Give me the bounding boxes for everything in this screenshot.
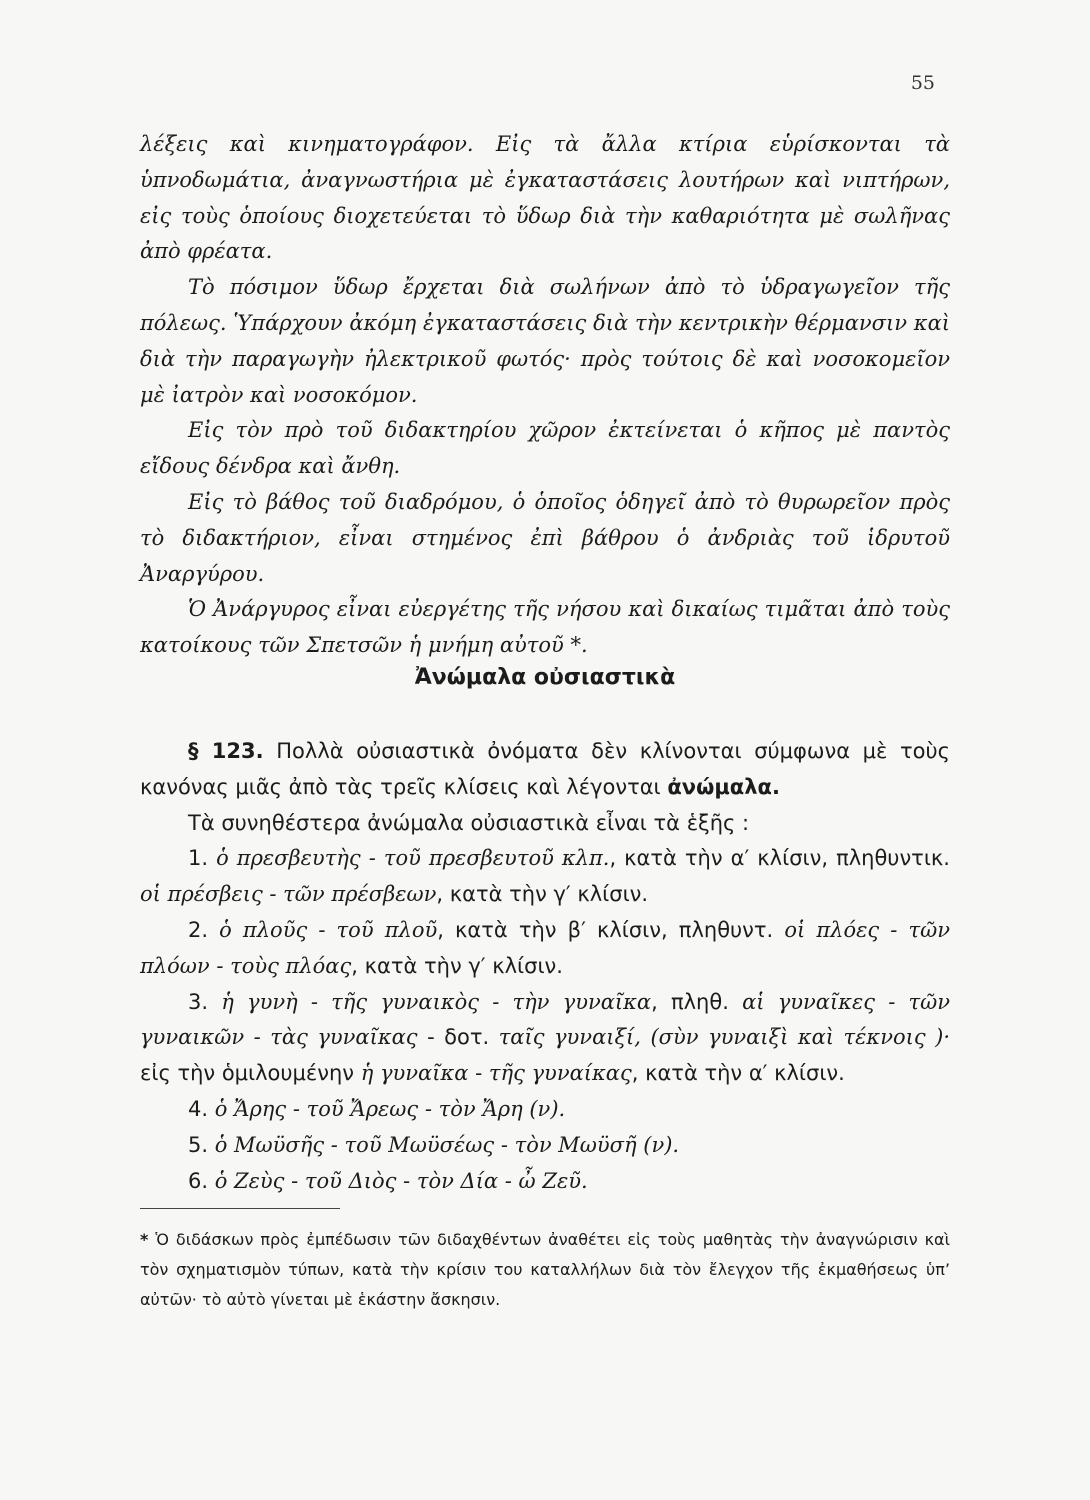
list-item: [140, 1164, 950, 1200]
list-item: [140, 985, 950, 1092]
list-item-part: ὁ πρεσβευτὴς - τοῦ πρεσβευτοῦ κλπ.: [216, 846, 610, 871]
list-item-number: 4.: [188, 1096, 215, 1121]
section-intro-paragraph: [140, 734, 950, 806]
list-item: [140, 1128, 950, 1164]
footnote: [140, 1225, 950, 1315]
list-item-part: , κατὰ τὴν γ′ κλίσιν.: [351, 953, 563, 978]
footnote-mark: *: [140, 1230, 149, 1249]
list-item-part: ὁ Ζεὺς - τοῦ Διὸς - τὸν Δία - ὦ Ζεῦ.: [214, 1168, 588, 1193]
section-123: [140, 734, 950, 1199]
term-anomala: ἀνώμαλα.: [667, 774, 780, 799]
list-item-part: , κατὰ τὴν α′ κλίσιν.: [631, 1061, 845, 1086]
list-item-part: οἱ πρέσβεις - τῶν πρέσβεων: [140, 882, 437, 907]
section-text: Πολλὰ οὐσιαστικὰ ὀνόματα δὲν κλίνονται σύμφωνα μὲ τοὺς κανόνας μιᾶς ἀπὸ τὰς τρεῖς κλίσεις καὶ λέγονται: [140, 739, 950, 799]
list-item-number: 2.: [188, 917, 220, 942]
list-item-part: ὁ πλοῦς - τοῦ πλοῦ: [219, 917, 438, 942]
main-text: [140, 127, 950, 664]
section-number: § 123.: [188, 739, 264, 763]
list-item-part: , πληθ.: [651, 989, 743, 1014]
list-item-part: οἱ πλόες - τῶν πλόων - τοὺς πλόας: [140, 917, 950, 978]
list-item-part: ταῖς γυναιξί, (σὺν γυναιξὶ καὶ τέκνοις )·: [498, 1025, 950, 1050]
paragraph-facilities: λέξεις καὶ κινηματογράφον. Εἰς τὰ ἄλλα κτίρια εὑρίσκονται τὰ ὑπνοδωμάτια, ἀναγνωστήρια μὲ ἐγκαταστάσεις λουτήρων καὶ νιπτήρων, εἰς τοὺς ὁποίους διοχετεύεται τὸ ὕδωρ διὰ τὴν καθαριότητα μὲ σωλῆνας ἀπὸ φρέατα.: [140, 132, 950, 264]
list-item-number: 6.: [188, 1168, 215, 1193]
list-item-number: 5.: [188, 1132, 215, 1157]
paragraph-garden: Εἰς τὸν πρὸ τοῦ διδακτηρίου χῶρον ἐκτείνεται ὁ κῆπος μὲ παντὸς εἴδους δένδρα καὶ ἄνθη.: [140, 418, 950, 479]
list-item-part: , κατὰ τὴν α′ κλίσιν, πληθυντικ.: [609, 846, 950, 871]
page-number: 55: [910, 72, 935, 94]
footnote-rule: [140, 1208, 340, 1209]
irregular-nouns-list: [140, 841, 950, 1199]
list-item: [140, 841, 950, 913]
list-item: [140, 1092, 950, 1128]
list-item-part: ὁ Ἄρης - τοῦ Ἄρεως - τὸν Ἄρη (ν).: [214, 1096, 566, 1121]
paragraph-water: Τὸ πόσιμον ὕδωρ ἔρχεται διὰ σωλήνων ἀπὸ τὸ ὑδραγωγεῖον τῆς πόλεως. Ὑπάρχουν ἀκόμη ἐγκαταστάσεις διὰ τὴν κεντρικὴν θέρμανσιν καὶ διὰ τὴν παραγωγὴν ἠλεκτρικοῦ φωτός· πρὸς τούτοις δὲ καὶ νοσοκομεῖον μὲ ἰατρὸν καὶ νοσοκόμον.: [140, 275, 950, 407]
list-item-part: αἱ γυναῖκες - τῶν γυναικῶν - τὰς γυναῖκας: [140, 989, 951, 1050]
list-item-part: , κατὰ τὴν β′ κλίσιν, πληθυντ.: [437, 917, 785, 942]
list-item-number: 3.: [188, 989, 222, 1014]
list-item-part: ἡ γυνὴ - τῆς γυναικὸς - τὴν γυναῖκα: [221, 989, 652, 1014]
list-item-part: - δοτ.: [417, 1025, 499, 1050]
list-item-part: , κατὰ τὴν γ′ κλίσιν.: [436, 882, 649, 907]
paragraph-statue: Εἰς τὸ βάθος τοῦ διαδρόμου, ὁ ὁποῖος ὁδηγεῖ ἀπὸ τὸ θυρωρεῖον πρὸς τὸ διδακτήριον, εἶναι στημένος ἐπὶ βάθρου ὁ ἀνδριὰς τοῦ ἱδρυτοῦ Ἀναργύρου.: [140, 489, 950, 586]
list-item-part: ὁ Μωϋσῆς - τοῦ Μωϋσέως - τὸν Μωϋσῆ (ν).: [214, 1132, 680, 1157]
list-item-part: ἡ γυναῖκα - τῆς γυναίκας: [360, 1061, 632, 1086]
footnote-text: Ὁ διδάσκων πρὸς ἐμπέδωσιν τῶν διδαχθέντων ἀναθέτει εἰς τοὺς μαθητὰς τὴν ἀναγνώρισιν καὶ τὸν σχηματισμὸν τύπων, κατὰ τὴν κρίσιν του καταλλήλων διὰ τὸν ἔλεγχον τῆς ἐκμαθήσεως ὑπ’ αὐτῶν· τὸ αὐτὸ γίνεται μὲ ἑκάστην ἄσκησιν.: [140, 1230, 951, 1309]
section-heading: Ἀνώμαλα οὐσιαστικὰ: [414, 665, 676, 690]
list-item: [140, 913, 950, 985]
list-item-number: 1.: [188, 846, 217, 871]
list-item-part: εἰς τὴν ὁμιλουμένην: [140, 1061, 361, 1086]
paragraph-benefactor: Ὁ Ἀνάργυρος εἶναι εὐεργέτης τῆς νήσου καὶ δικαίως τιμᾶται ἀπὸ τοὺς κατοίκους τῶν Σπετσῶν ἡ μνήμη αὐτοῦ *.: [140, 597, 950, 658]
list-intro: Τὰ συνηθέστερα ἀνώμαλα οὐσιαστικὰ εἶναι τὰ ἑξῆς :: [188, 810, 750, 835]
